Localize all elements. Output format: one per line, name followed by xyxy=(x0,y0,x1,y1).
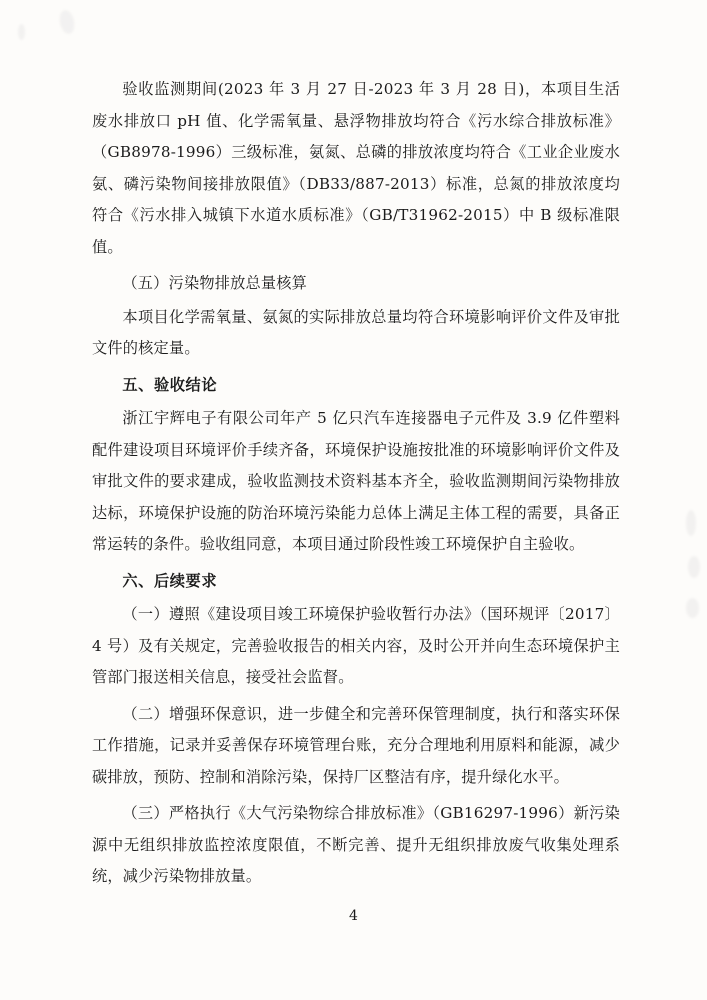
paragraph-requirement-one: （一）遵照《建设项目竣工环境保护验收暂行办法》（国环规评〔2017〕4 号）及有关规定，完善验收报告的相关内容，及时公开并向生态环境保护主管部门报送相关信息，接受社会监督。 xyxy=(92,605,620,686)
paragraph-acceptance-conclusion-body: 浙江宇辉电子有限公司年产 5 亿只汽车连接器电子元件及 3.9 亿件塑料配件建设项目环境评价手续齐备，环境保护设施按批准的环境影响评价文件及审批文件的要求建成，验收监测技术资料基本齐全，验收监测期间污染物排放达标，环境保护设施的防治环境污染能力总体上满足主体工程的需要，具备正常运转的条件。验收组同意，本项目通过阶段性竣工环境保护自主验收。 xyxy=(92,409,620,553)
scan-artifact xyxy=(688,556,700,578)
scan-artifact xyxy=(686,598,699,618)
scan-artifact xyxy=(58,9,77,35)
page-number: 4 xyxy=(349,908,358,924)
scan-artifact xyxy=(18,24,25,40)
subheading-pollutant-total-accounting: （五）污染物排放总量核算 xyxy=(122,274,308,292)
paragraph-requirement-two: （二）增强环保意识，进一步健全和完善环保管理制度，执行和落实环保工作措施，记录并妥善保存环境管理台账，充分合理地利用原料和能源，减少碳排放，预防、控制和消除污染，保持厂区整洁有序，提升绿化水平。 xyxy=(92,704,620,786)
heading-acceptance-conclusion: 五、验收结论 xyxy=(122,375,218,394)
paragraph-requirement-three: （三）严格执行《大气污染物综合排放标准》（GB16297-1996）新污染源中无组织排放监控浓度限值，不断完善、提升无组织排放废气收集处理系统，减少污染物排放量。 xyxy=(92,804,620,885)
document-body xyxy=(92,74,620,895)
paragraph-wastewater-standards: 验收监测期间(2023 年 3 月 27 日-2023 年 3 月 28 日)，本项目生活废水排放口 pH 值、化学需氧量、悬浮物排放均符合《污水综合排放标准》（GB8978-1996）三级标准，氨氮、总磷的排放浓度均符合《工业企业废水氨、磷污染物间接排放限值》（DB33/887-2013）标准，总氮的排放浓度均符合《污水排入城镇下水道水质标准》（GB/T31962-2015）中 B 级标准限值。 xyxy=(92,80,620,256)
scan-artifact xyxy=(686,510,696,536)
paragraph-total-accounting-body: 本项目化学需氧量、氨氮的实际排放总量均符合环境影响评价文件及审批文件的核定量。 xyxy=(92,307,620,357)
heading-follow-up-requirements: 六、后续要求 xyxy=(122,571,218,590)
